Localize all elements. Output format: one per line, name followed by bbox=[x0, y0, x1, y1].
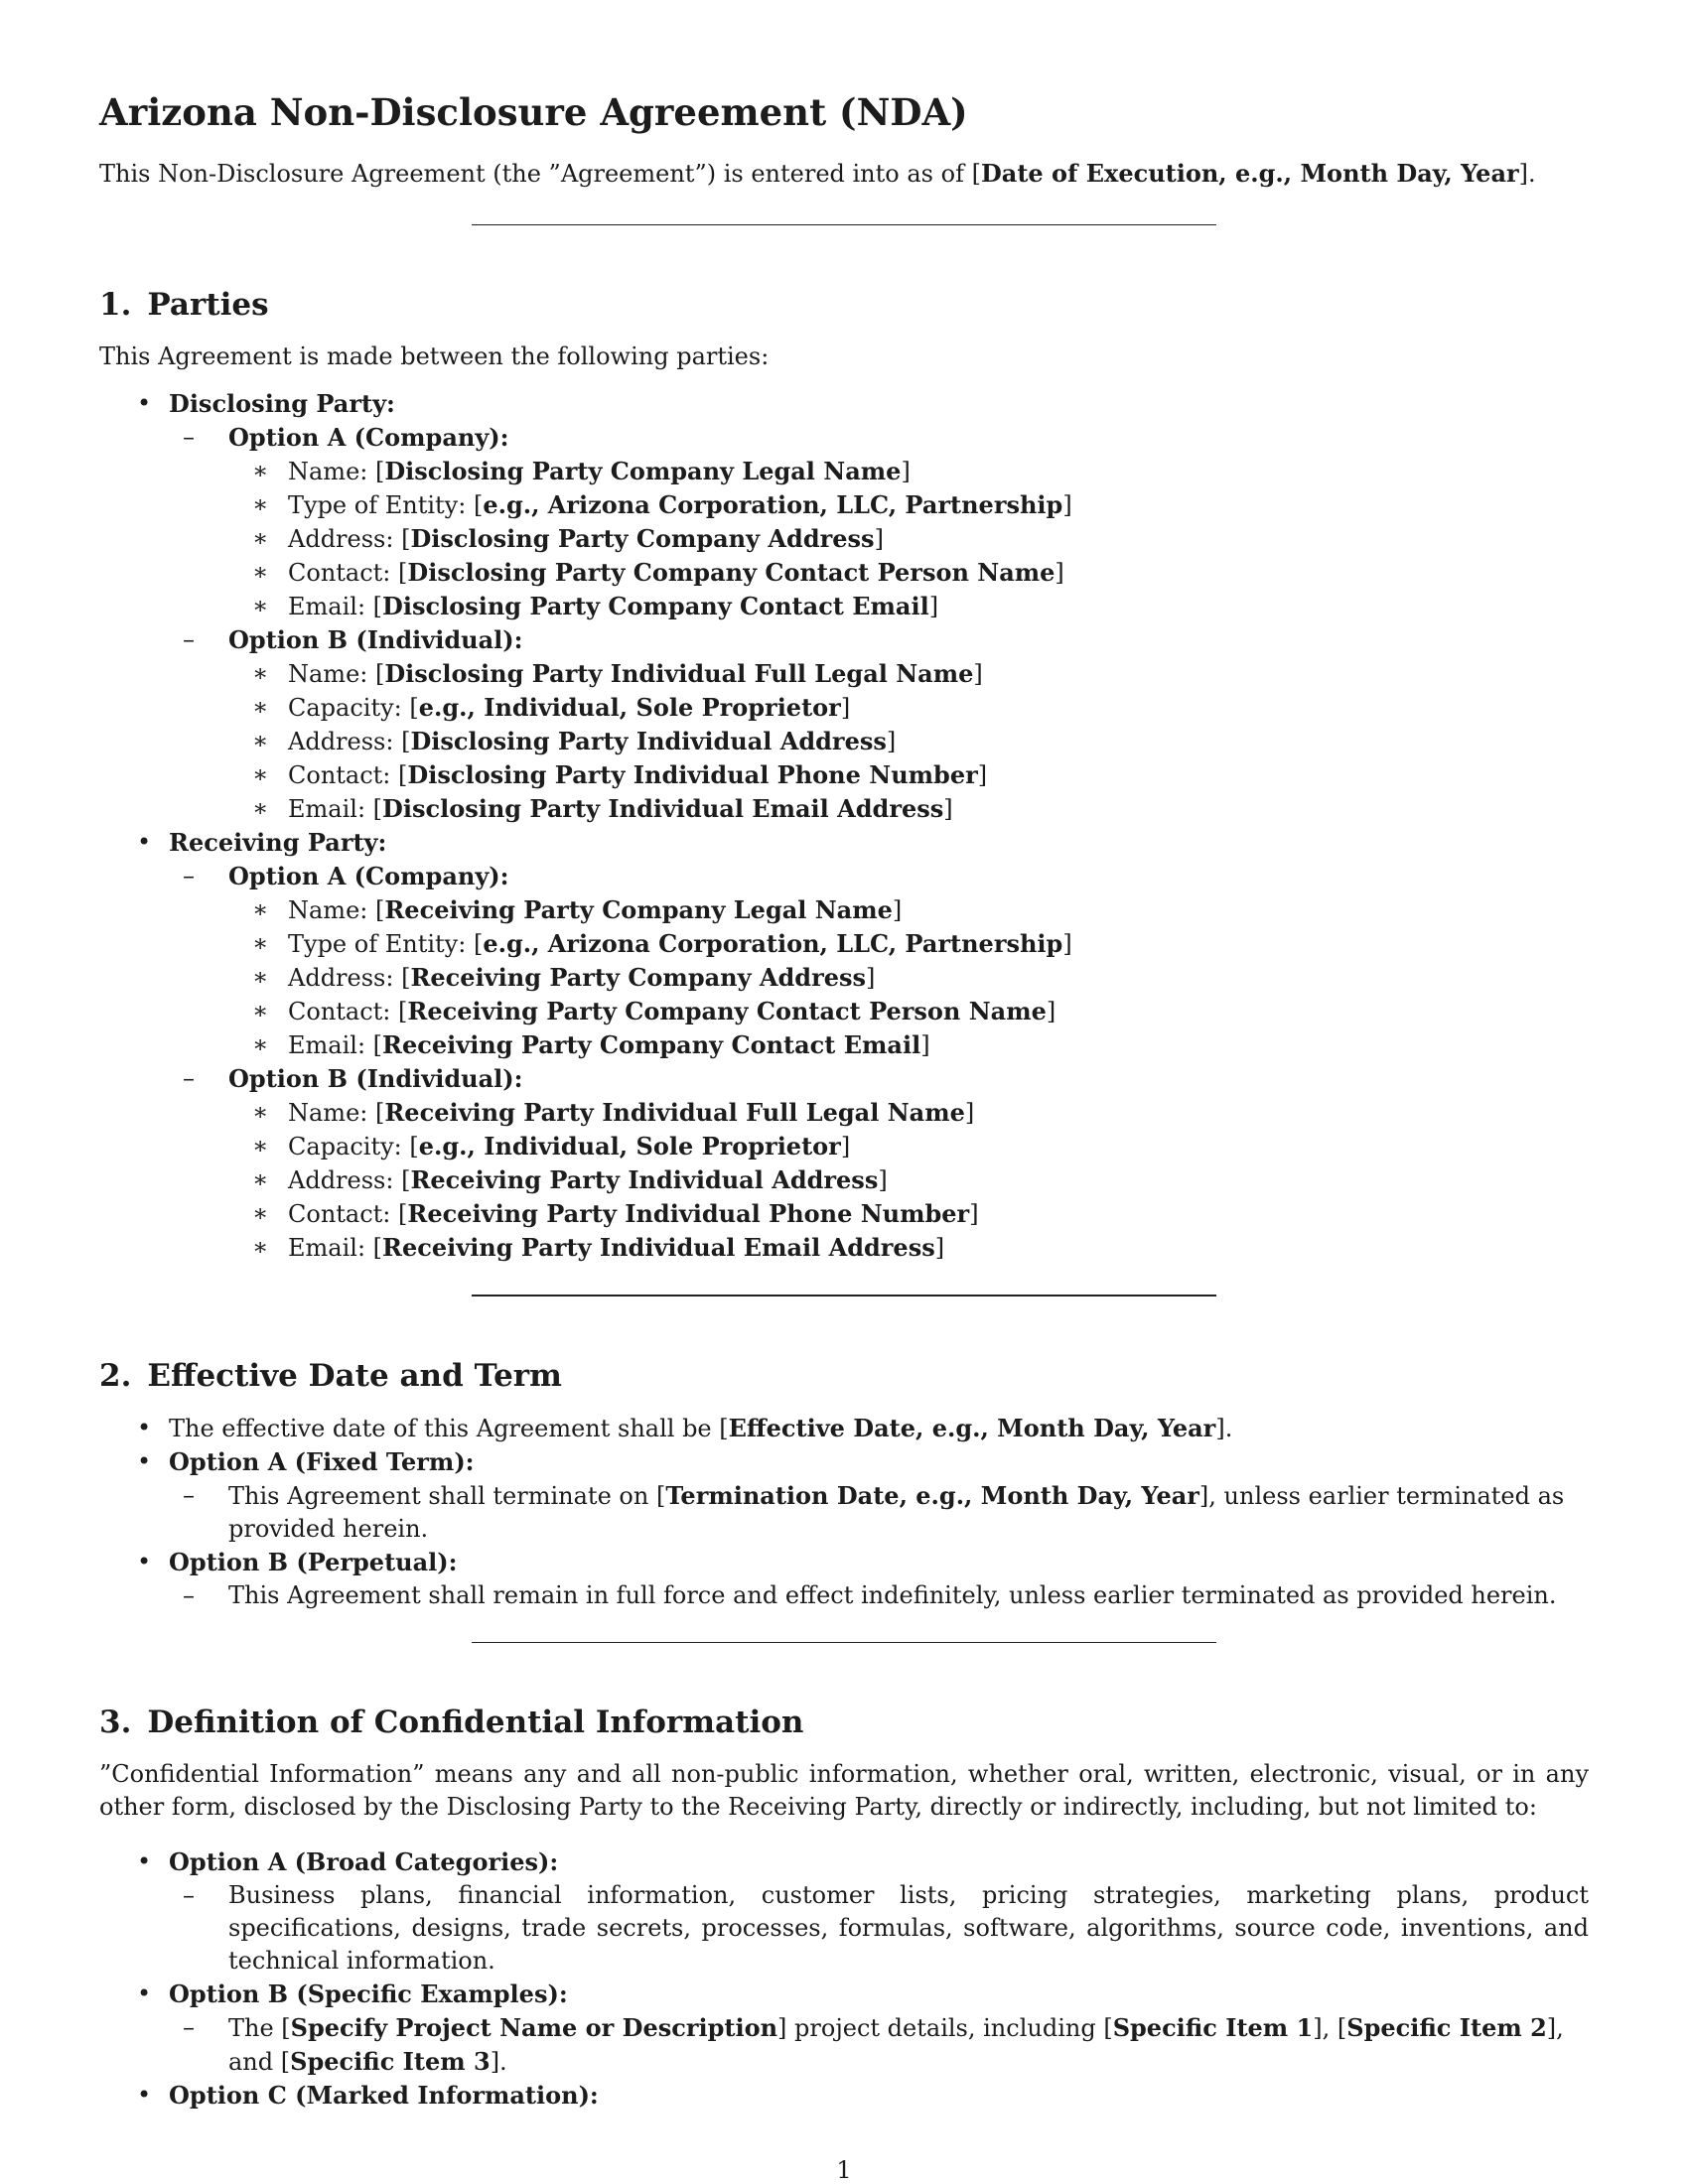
dash-icon: – bbox=[183, 1064, 195, 1092]
field-item: ∗ Contact: [Receiving Party Company Contact Person Name] bbox=[252, 997, 1056, 1025]
field-item: ∗ Contact: [Disclosing Party Company Contact Person Name] bbox=[252, 558, 1064, 587]
confidential-info-list bbox=[99, 1845, 1589, 2113]
intro-paragraph: This Non-Disclosure Agreement (the ”Agreement”) is entered into as of [Date of Execution, e.g., Month Day, Year]. bbox=[99, 159, 1536, 188]
dash-icon: – bbox=[183, 1881, 195, 1909]
bullet-icon: • bbox=[137, 1447, 152, 1475]
list-item-receiving-party: • Receiving Party: – Option A (Company): ∗ Name: [Receiving Party Company Legal Name] ∗ Type of Entity: [e.g., Arizona Corporation, LLC, Partnership] ∗ Address: [Receiving Party Company Address] ∗ Contact: [Receiving Party Company Contact Person Name] ∗ Email: [Receiving Party Company Contact Email] – Option B (Individual): ∗ Name: [Receiving Party Individual Full Legal Name] ∗ Capacity: [e.g., Individual, Sole Proprietor] ∗ Address: [Receiving Party Individual Address] ∗ Contact: [Receiving Party Individual Phone Number] ∗ Email: [Receiving Party Individual Email Address] bbox=[99, 826, 1589, 1265]
asterisk-icon: ∗ bbox=[252, 929, 269, 957]
bullet-icon: • bbox=[137, 1847, 152, 1875]
asterisk-icon: ∗ bbox=[252, 1030, 269, 1058]
field-item: ∗ Contact: [Disclosing Party Individual Phone Number] bbox=[252, 760, 988, 789]
list-item: • Option A (Fixed Term): – This Agreement shall terminate on [Termination Date, e.g., Month Day, Year], unless earlier terminated as provided herein. bbox=[99, 1445, 1589, 1546]
bullet-icon: • bbox=[137, 2081, 152, 2109]
bullet-icon: • bbox=[137, 1979, 152, 2007]
list-item: • The effective date of this Agreement shall be [Effective Date, e.g., Month Day, Year]. bbox=[137, 1414, 1233, 1442]
disclosing-individual-fields bbox=[232, 657, 1589, 826]
asterisk-icon: ∗ bbox=[252, 524, 269, 552]
parties-list bbox=[99, 387, 1589, 1265]
asterisk-icon: ∗ bbox=[252, 895, 269, 923]
dash-icon: – bbox=[183, 1481, 195, 1509]
asterisk-icon: ∗ bbox=[252, 997, 269, 1024]
asterisk-icon: ∗ bbox=[252, 794, 269, 822]
list-item-option: – Business plans, financial information, customer lists, pricing strategies, marketing plans, product specifications, designs, trade secrets, processes, formulas, software, algorithms, source code, inventions, and technical information. bbox=[169, 1879, 1589, 1978]
list-item: • Option B (Perpetual): – This Agreement shall remain in full force and effect indefinitely, unless earlier terminated as provided herein. bbox=[99, 1546, 1589, 1612]
asterisk-icon: ∗ bbox=[252, 963, 269, 991]
field-item: ∗ Address: [Disclosing Party Company Address] bbox=[252, 524, 884, 553]
bullet-icon: • bbox=[137, 389, 152, 417]
termination-date-placeholder: Termination Date, e.g., Month Day, Year bbox=[665, 1481, 1199, 1510]
dash-icon: – bbox=[183, 625, 195, 653]
list-item: • Option C (Marked Information): bbox=[137, 2081, 599, 2110]
field-item: ∗ Contact: [Receiving Party Individual Phone Number] bbox=[252, 1199, 979, 1228]
list-item-option: – This Agreement shall terminate on [Termination Date, e.g., Month Day, Year], unless earlier terminated as provided herein. bbox=[169, 1479, 1589, 1546]
list-item-option: – The [Specify Project Name or Description] project details, including [Specific Item 1], [Specific Item 2], and [Specific Item 3]. bbox=[169, 2011, 1589, 2079]
asterisk-icon: ∗ bbox=[252, 592, 269, 619]
asterisk-icon: ∗ bbox=[252, 490, 269, 518]
field-item: ∗ Name: [Receiving Party Company Legal Name] bbox=[252, 895, 903, 924]
section-heading-effective-date: 2. Effective Date and Term bbox=[99, 1358, 562, 1394]
list-item: • Option A (Broad Categories): – Business plans, financial information, customer lists, pricing strategies, marketing plans, product specifications, designs, trade secrets, processes, formulas, software, algorithms, source code, inventions, and technical information. bbox=[99, 1845, 1589, 1978]
field-item: ∗ Email: [Disclosing Party Individual Email Address] bbox=[252, 794, 953, 823]
asterisk-icon: ∗ bbox=[252, 1132, 269, 1160]
disclosing-company-fields bbox=[232, 455, 1589, 623]
field-item: ∗ Name: [Disclosing Party Individual Full Legal Name] bbox=[252, 659, 983, 688]
list-item-option: – Option A (Company): ∗ Name: [Disclosing Party Company Legal Name] ∗ Type of Entity: [e.g., Arizona Corporation, LLC, Partnership] ∗ Address: [Disclosing Party Company Address] ∗ Contact: [Disclosing Party Company Contact Person Name] ∗ Email: [Disclosing Party Company Contact Email] bbox=[169, 421, 1589, 623]
asterisk-icon: ∗ bbox=[252, 558, 269, 586]
dash-icon: – bbox=[183, 2013, 195, 2041]
section-divider bbox=[472, 1642, 1216, 1643]
list-item-option: – This Agreement shall remain in full force and effect indefinitely, unless earlier terminated as provided herein. bbox=[169, 1579, 1589, 1612]
field-item: ∗ Email: [Disclosing Party Company Contact Email] bbox=[252, 592, 939, 620]
page-number: 1 bbox=[836, 2156, 852, 2184]
asterisk-icon: ∗ bbox=[252, 1233, 269, 1261]
field-item: ∗ Email: [Receiving Party Individual Email Address] bbox=[252, 1233, 945, 1262]
asterisk-icon: ∗ bbox=[252, 760, 269, 788]
confidential-info-definition: ”Confidential Information” means any and all non-public information, whether oral, written, electronic, visual, or in any other form, disclosed by the Disclosing Party to the Receiving Party, directly or indirectly, including, but not limited to: bbox=[99, 1760, 1589, 1821]
bullet-icon: • bbox=[137, 1414, 152, 1441]
dash-icon: – bbox=[183, 1581, 195, 1609]
bullet-icon: • bbox=[137, 828, 152, 856]
list-item-disclosing-party: • Disclosing Party: – Option A (Company): ∗ Name: [Disclosing Party Company Legal Name] ∗ Type of Entity: [e.g., Arizona Corporation, LLC, Partnership] ∗ Address: [Disclosing Party Company Address] ∗ Contact: [Disclosing Party Company Contact Person Name] ∗ Email: [Disclosing Party Company Contact Email] – Option B (Individual): ∗ Name: [Disclosing Party Individual Full Legal Name] ∗ Capacity: [e.g., Individual, Sole Proprietor] ∗ Address: [Disclosing Party Individual Address] ∗ Contact: [Disclosing Party Individual Phone Number] ∗ Email: [Disclosing Party Individual Email Address] bbox=[99, 387, 1589, 826]
asterisk-icon: ∗ bbox=[252, 727, 269, 754]
list-item: • Option B (Specific Examples): – The [Specify Project Name or Description] project details, including [Specific Item 1], [Specific Item 2], and [Specific Item 3]. bbox=[99, 1978, 1589, 2079]
document-title: Arizona Non-Disclosure Agreement (NDA) bbox=[99, 90, 968, 134]
section-heading-confidential-info: 3. Definition of Confidential Information bbox=[99, 1705, 804, 1740]
field-item: ∗ Address: [Disclosing Party Individual Address] bbox=[252, 727, 897, 755]
section-heading-parties: 1. Parties bbox=[99, 287, 269, 323]
asterisk-icon: ∗ bbox=[252, 1199, 269, 1227]
field-item: ∗ Capacity: [e.g., Individual, Sole Proprietor] bbox=[252, 693, 851, 722]
dash-icon: – bbox=[183, 423, 195, 451]
list-item-option: – Option A (Company): ∗ Name: [Receiving Party Company Legal Name] ∗ Type of Entity: [e.g., Arizona Corporation, LLC, Partnership] ∗ Address: [Receiving Party Company Address] ∗ Contact: [Receiving Party Company Contact Person Name] ∗ Email: [Receiving Party Company Contact Email] bbox=[169, 860, 1589, 1062]
section-divider bbox=[472, 224, 1216, 225]
field-item: ∗ Name: [Disclosing Party Company Legal Name] bbox=[252, 457, 911, 485]
list-item-option: – Option B (Individual): ∗ Name: [Receiving Party Individual Full Legal Name] ∗ Capacity: [e.g., Individual, Sole Proprietor] ∗ Address: [Receiving Party Individual Address] ∗ Contact: [Receiving Party Individual Phone Number] ∗ Email: [Receiving Party Individual Email Address] bbox=[169, 1062, 1589, 1265]
receiving-company-fields bbox=[232, 893, 1589, 1062]
term-list bbox=[99, 1412, 1589, 1612]
asterisk-icon: ∗ bbox=[252, 659, 269, 687]
bullet-icon: • bbox=[137, 1548, 152, 1575]
field-item: ∗ Type of Entity: [e.g., Arizona Corporation, LLC, Partnership] bbox=[252, 929, 1072, 958]
field-item: ∗ Name: [Receiving Party Individual Full Legal Name] bbox=[252, 1098, 975, 1127]
list-item-option: – Option B (Individual): ∗ Name: [Disclosing Party Individual Full Legal Name] ∗ Capacity: [e.g., Individual, Sole Proprietor] ∗ Address: [Disclosing Party Individual Address] ∗ Contact: [Disclosing Party Individual Phone Number] ∗ Email: [Disclosing Party Individual Email Address] bbox=[169, 623, 1589, 826]
execution-date-placeholder: Date of Execution, e.g., Month Day, Year bbox=[980, 159, 1519, 188]
field-item: ∗ Address: [Receiving Party Individual Address] bbox=[252, 1165, 888, 1194]
field-item: ∗ Type of Entity: [e.g., Arizona Corporation, LLC, Partnership] bbox=[252, 490, 1072, 519]
document-page bbox=[99, 89, 1589, 2113]
field-item: ∗ Capacity: [e.g., Individual, Sole Proprietor] bbox=[252, 1132, 851, 1160]
effective-date-placeholder: Effective Date, e.g., Month Day, Year bbox=[728, 1414, 1216, 1442]
asterisk-icon: ∗ bbox=[252, 1098, 269, 1126]
asterisk-icon: ∗ bbox=[252, 1165, 269, 1193]
field-item: ∗ Address: [Receiving Party Company Address] bbox=[252, 963, 876, 992]
section-divider bbox=[472, 1295, 1216, 1297]
receiving-individual-fields bbox=[232, 1096, 1589, 1265]
asterisk-icon: ∗ bbox=[252, 693, 269, 721]
parties-lead: This Agreement is made between the following parties: bbox=[99, 342, 770, 370]
dash-icon: – bbox=[183, 862, 195, 889]
field-item: ∗ Email: [Receiving Party Company Contact Email] bbox=[252, 1030, 930, 1059]
asterisk-icon: ∗ bbox=[252, 457, 269, 484]
